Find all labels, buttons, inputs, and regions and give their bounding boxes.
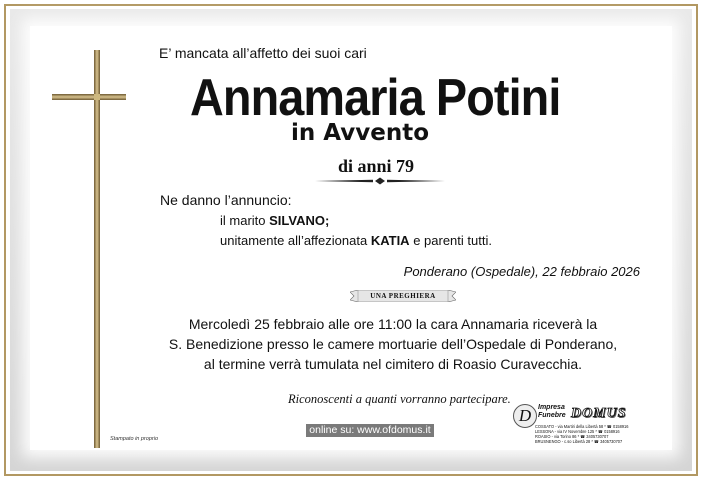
logo-address-1: COSSATO - via Martiri della Libertà 58 * ☎ 0158916 <box>535 424 629 429</box>
prayer-label: UNA PREGHIERA <box>370 292 436 300</box>
relatives-line-2-prefix: unitamente all’affezionata <box>220 233 371 248</box>
online-link[interactable]: online su: www.ofdomus.it <box>306 424 434 437</box>
intro-text: E’ mancata all’affetto dei suoi cari <box>159 45 367 61</box>
latin-cross-icon <box>50 50 128 450</box>
relatives-line-1 <box>220 213 329 228</box>
printed-by: Stampato in proprio <box>110 436 158 442</box>
logo-impresa: Impresa <box>538 404 565 411</box>
relatives-line-1-prefix: il marito <box>220 213 270 228</box>
logo-address-2: LESSONA - via IV Novembre 125 * ☎ 0158916 <box>535 429 620 434</box>
relatives-line-2-suffix: e parenti tutti. <box>409 233 492 248</box>
deceased-name: Annamaria Potini <box>190 69 561 127</box>
place-date: Ponderano (Ospedale), 22 febbraio 2026 <box>403 264 640 279</box>
logo-address-4: BRUSNENGO - c.so Libertà 28 * ☎ 3405730707 <box>535 439 623 444</box>
relative-name: KATIA <box>370 233 410 248</box>
diamond-divider-icon <box>315 176 445 186</box>
relatives-line-2 <box>220 233 492 248</box>
married-name: in Avvento <box>291 120 429 146</box>
prayer-banner[interactable] <box>350 290 456 302</box>
thanks-text: Riconoscenti a quanti vorranno partecipare. <box>288 392 511 406</box>
ceremony-line-2: S. Benedizione presso le camere mortuarie dell’Ospedale di Ponderano, <box>168 336 618 352</box>
logo-brand: DOMUS <box>571 406 627 421</box>
logo-funebre: Funebre <box>538 412 566 419</box>
logo-address-3: ROASIO - via Torino 86 * ☎ 3405730707 <box>535 434 609 439</box>
ceremony-line-1: Mercoledì 25 febbraio alle ore 11:00 la cara Annamaria riceverà la <box>188 316 598 332</box>
husband-name: SILVANO; <box>269 213 330 228</box>
ceremony-line-3: al termine verrà tumulata nel cimitero di Roasio Curavecchia. <box>203 356 583 372</box>
funeral-home-logo <box>513 404 657 456</box>
logo-letter: D <box>513 404 537 428</box>
announcement-label: Ne danno l’annuncio: <box>160 192 292 208</box>
age-text: di anni 79 <box>337 156 415 176</box>
